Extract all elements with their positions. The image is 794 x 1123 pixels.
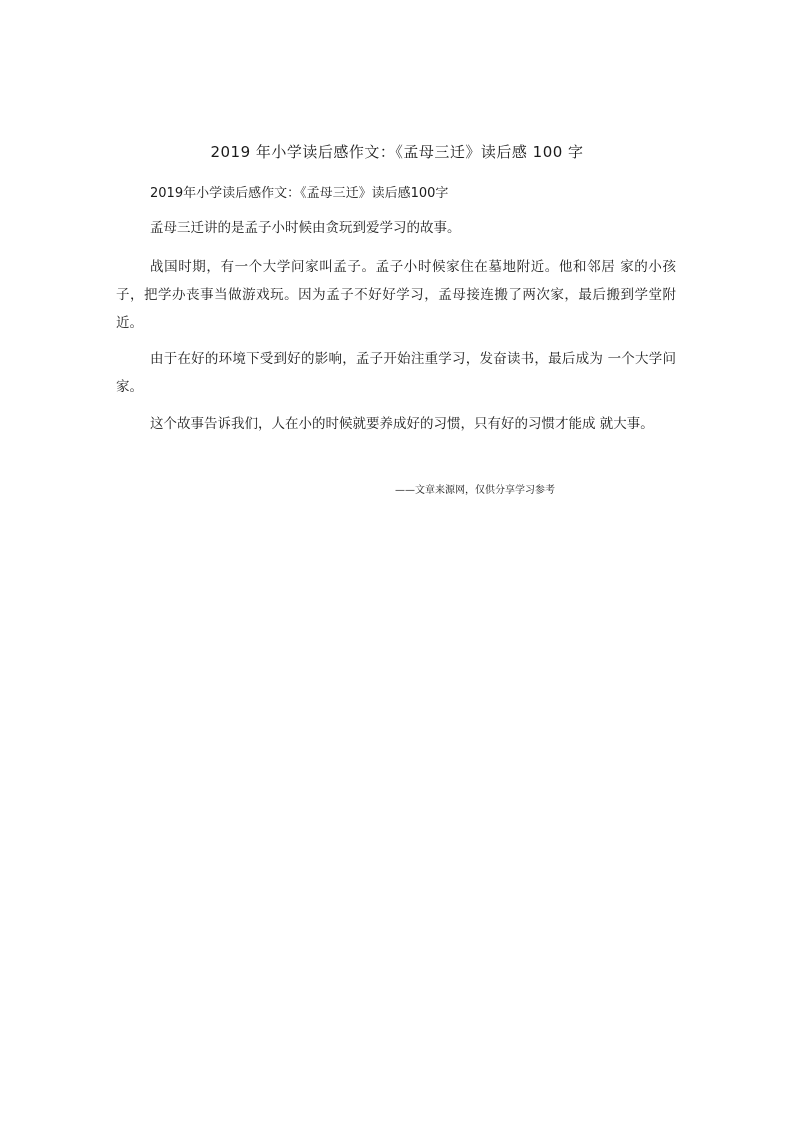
paragraph-lesson: 这个故事告诉我们，人在小的时候就要养成好的习惯，只有好的习惯才能成 就大事。 — [150, 416, 654, 432]
paragraph-result: 由于在好的环境下受到好的影响，孟子开始注重学习，发奋读书，最后成为 一个大学问家。 — [116, 351, 676, 395]
source-note: ——文章来源网，仅供分享学习参考 — [395, 485, 555, 496]
document-subtitle: 2019年小学读后感作文：《孟母三迁》读后感100字 — [150, 186, 449, 201]
document-title: 2019 年小学读后感作文：《孟母三迁》读后感 100 字 — [210, 143, 584, 161]
paragraph-intro: 孟母三迁讲的是孟子小时候由贪玩到爱学习的故事。 — [150, 220, 461, 236]
paragraph-story: 战国时期，有一个大学问家叫孟子。孟子小时候家住在墓地附近。他和邻居 家的小孩子，把学办丧事当做游戏玩。因为孟子不好好学习，孟母接连搬了两次家，最后搬到学堂附近。 — [116, 259, 676, 331]
